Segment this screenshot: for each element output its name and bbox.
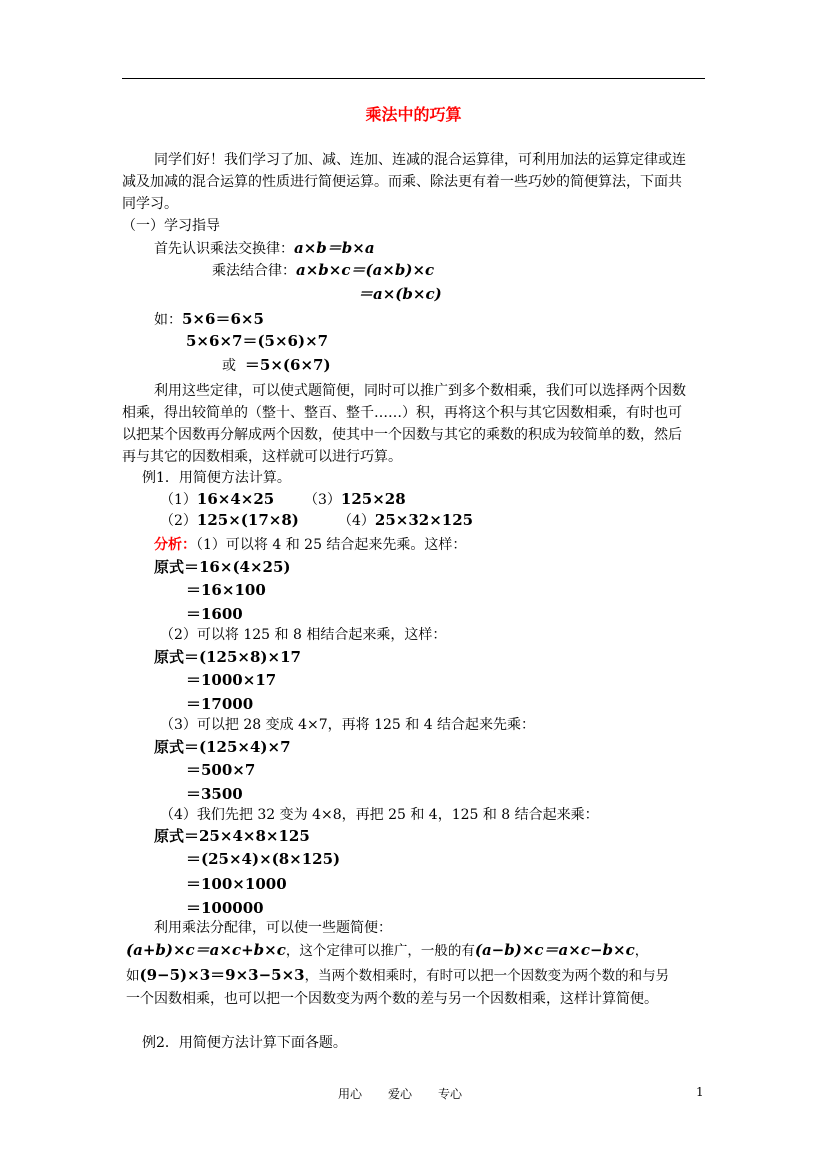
associative-law bbox=[212, 260, 434, 281]
problem-1-label: （1） bbox=[160, 492, 197, 508]
para2-line-2: 相乘，得出较简单的（整十、整百、整千……）积，再将这个积与其它因数相乘，有时也可 bbox=[122, 405, 682, 421]
example2-heading: 例2．用简便方法计算下面各题。 bbox=[142, 1035, 347, 1051]
distributive-formula-2: (a−b)×c＝a×c−b×c bbox=[474, 941, 635, 959]
distributive-formula-3: (9−5)×3＝9×3−5×3 bbox=[139, 966, 305, 984]
analysis-4-text: （4）我们先把 32 变为 4×8，再把 25 和 4，125 和 8 结合起来乘： bbox=[160, 807, 599, 823]
distributive-line-3: 一个因数相乘，也可以把一个因数变为两个数的差与另一个因数相乘，这样计算简便。 bbox=[126, 991, 658, 1007]
solution-4-step-2: ＝(25×4)×(8×125) bbox=[186, 850, 341, 868]
solution-1-step-2: ＝16×100 bbox=[186, 581, 266, 599]
analysis-2-text: （2）可以将 125 和 8 相结合起来乘，这样： bbox=[160, 627, 447, 643]
distributive-text-4: ，当两个数相乘时，有时可以把一个因数变为两个数的和与另 bbox=[304, 968, 670, 984]
analysis-3-text: （3）可以把 28 变成 4×7，再将 125 和 4 结合起来先乘： bbox=[160, 717, 536, 733]
solution-1-step-1: 原式＝16×(4×25) bbox=[154, 558, 291, 576]
example-formula-2: 5×6×7＝(5×6)×7 bbox=[186, 332, 329, 350]
problem-4-label: （4） bbox=[338, 513, 375, 529]
solution-4-step-3: ＝100×1000 bbox=[186, 875, 287, 893]
distributive-text-3: 如 bbox=[126, 968, 140, 984]
distributive-intro: 利用乘法分配律，可以使一些题简便： bbox=[154, 920, 392, 936]
distributive-formula-1: (a+b)×c＝a×c+b×c bbox=[126, 941, 286, 959]
example-line-3 bbox=[222, 355, 331, 376]
solution-1-step-3: ＝1600 bbox=[186, 605, 243, 623]
example-formula-1: 5×6＝6×5 bbox=[182, 310, 264, 328]
associative-formula-1: a×b×c＝(a×b)×c bbox=[296, 261, 435, 279]
para2-line-3: 以把某个因数再分解成两个因数，使其中一个因数与其它的乘数的积成为较简单的数，然后 bbox=[122, 427, 682, 443]
associative-label: 乘法结合律： bbox=[212, 263, 296, 279]
example-formula-3: ＝5×(6×7) bbox=[244, 356, 331, 374]
problem-3 bbox=[304, 489, 406, 510]
footer-motto-1: 用心 bbox=[338, 1087, 363, 1101]
solution-2-step-3: ＝17000 bbox=[186, 695, 254, 713]
distributive-line-1 bbox=[126, 940, 648, 961]
analysis-1 bbox=[154, 535, 466, 555]
problem-2 bbox=[160, 510, 299, 531]
footer-motto-3: 专心 bbox=[438, 1087, 463, 1101]
intro-line-1: 同学们好！我们学习了加、减、连加、连减的混合运算律，可利用加法的运算定律或连 bbox=[154, 152, 686, 168]
example-line-1 bbox=[154, 309, 264, 330]
page-title: 乘法中的巧算 bbox=[365, 105, 462, 124]
associative-formula-2: ＝a×(b×c) bbox=[358, 285, 442, 303]
solution-2-step-1: 原式＝(125×8)×17 bbox=[154, 648, 301, 666]
header-rule bbox=[122, 78, 705, 79]
problem-4-formula: 25×32×125 bbox=[374, 511, 474, 529]
problem-3-formula: 125×28 bbox=[340, 490, 406, 508]
example-prefix: 如： bbox=[154, 312, 182, 328]
solution-3-step-1: 原式＝(125×4)×7 bbox=[154, 738, 291, 756]
solution-2-step-2: ＝1000×17 bbox=[186, 671, 277, 689]
footer-motto-2: 爱心 bbox=[388, 1087, 413, 1101]
solution-4-step-1: 原式＝25×4×8×125 bbox=[154, 827, 310, 845]
example1-heading: 例1．用简便方法计算。 bbox=[142, 470, 291, 486]
section-heading: （一）学习指导 bbox=[122, 218, 220, 234]
problem-2-formula: 125×(17×8) bbox=[196, 511, 299, 529]
para2-line-4: 再与其它的因数相乘，这样就可以进行巧算。 bbox=[122, 449, 402, 465]
problem-1 bbox=[160, 489, 274, 510]
problem-3-label: （3） bbox=[304, 492, 341, 508]
solution-3-step-2: ＝500×7 bbox=[186, 761, 256, 779]
analysis-1-text: （1）可以将 4 和 25 结合起来先乘。这样： bbox=[196, 537, 467, 553]
intro-line-3: 同学习。 bbox=[122, 196, 178, 212]
intro-line-2: 减及加减的混合运算的性质进行简便运算。而乘、除法更有着一些巧妙的简便算法，下面共 bbox=[122, 174, 682, 190]
distributive-text-1: ，这个定律可以推广，一般的有 bbox=[285, 943, 475, 959]
problem-1-formula: 16×4×25 bbox=[196, 490, 275, 508]
problem-4 bbox=[338, 510, 473, 531]
commutative-label: 首先认识乘法交换律： bbox=[154, 241, 294, 257]
solution-3-step-3: ＝3500 bbox=[186, 785, 243, 803]
solution-4-step-4: ＝100000 bbox=[186, 899, 264, 917]
commutative-formula: a×b＝b×a bbox=[294, 239, 375, 257]
page-number: 1 bbox=[696, 1085, 704, 1099]
problem-2-label: （2） bbox=[160, 513, 197, 529]
analysis-label: 分析： bbox=[154, 537, 196, 553]
distributive-text-2: ， bbox=[634, 943, 649, 959]
example-or: 或 bbox=[222, 358, 236, 374]
commutative-law bbox=[154, 238, 375, 259]
distributive-line-2 bbox=[126, 965, 669, 986]
para2-line-1: 利用这些定律，可以使式题简便，同时可以推广到多个数相乘，我们可以选择两个因数 bbox=[154, 383, 686, 399]
